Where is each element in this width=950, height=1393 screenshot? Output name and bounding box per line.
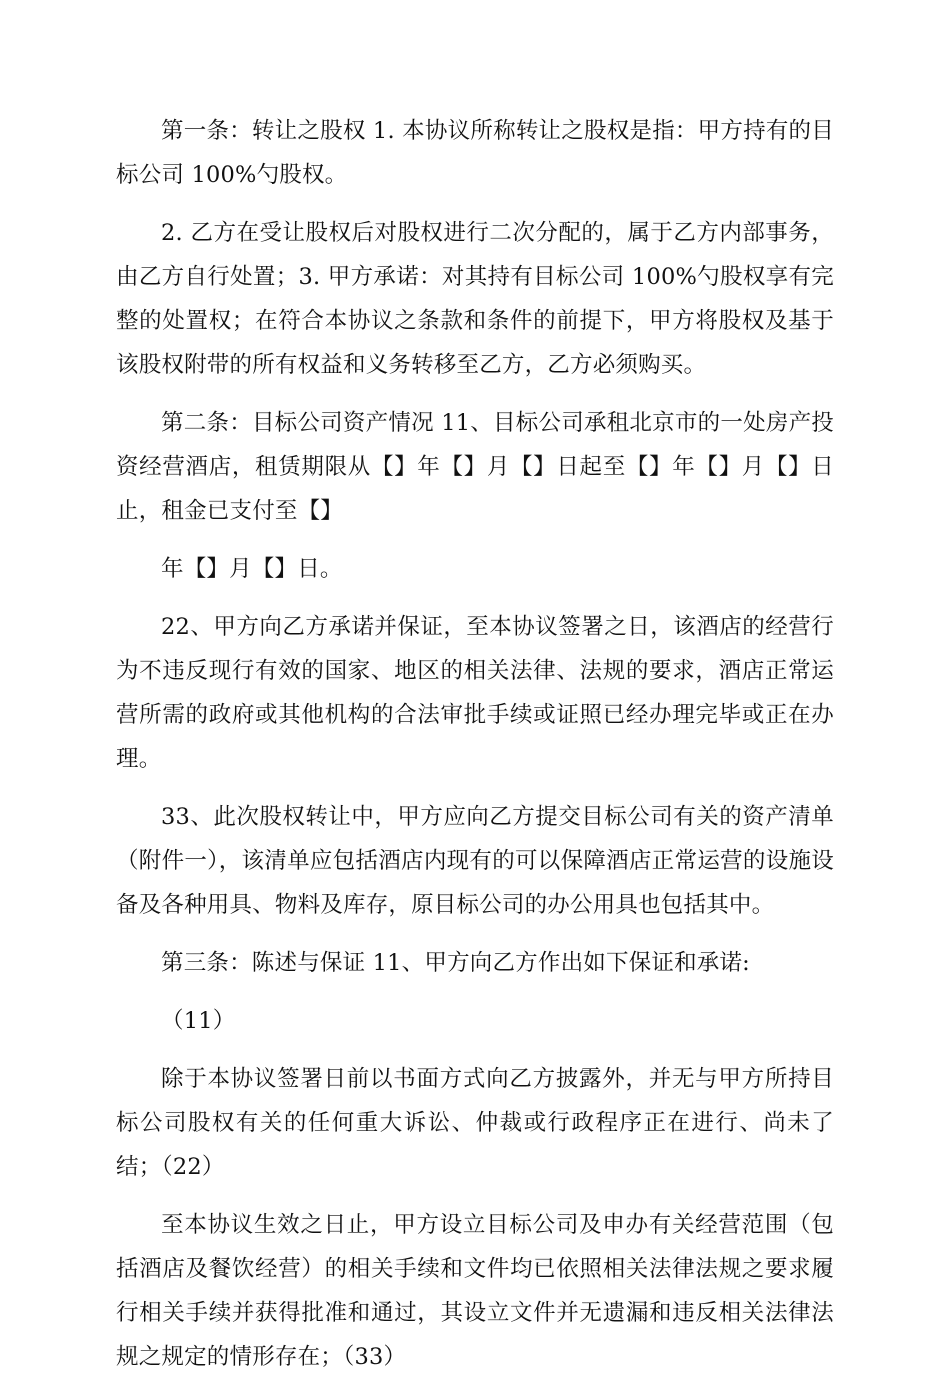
paragraph-item-22: 至本协议生效之日止，甲方设立目标公司及申办有关经营范围（包括酒店及餐饮经营）的相关手续和文件均已依照相关法律法规之要求履行相关手续并获得批准和通过，其设立文件并无遗漏和违反相关法律法规之规定的情形存在；（33）: [116, 1212, 834, 1370]
paragraph-article-3: 第三条：陈述与保证 11、甲方向乙方作出如下保证和承诺:: [161, 950, 750, 976]
paragraph-item-11: 除于本协议签署日前以书面方式向乙方披露外，并无与甲方所持目标公司股权有关的任何重大诉讼、仲裁或行政程序正在进行、尚未了结；（22）: [116, 1066, 834, 1180]
paragraph-article-1-clause-2-3: 2. 乙方在受让股权后对股权进行二次分配的，属于乙方内部事务，由乙方自行处置；3. 甲方承诺：对其持有目标公司 100%勺股权享有完整的处置权；在符合本协议之条款和条件的前提下，甲方将股权及基于该股权附带的所有权益和义务转移至乙方，乙方必须购买。: [116, 220, 834, 378]
paragraph-article-1: 第一条：转让之股权 1. 本协议所称转让之股权是指：甲方持有的目标公司 100%勺股权。: [116, 118, 834, 188]
paragraph-article-2: 第二条：目标公司资产情况 11、目标公司承租北京市的一处房产投资经营酒店，租赁期限从【】年【】月【】日起至【】年【】月【】日止，租金已支付至【】: [116, 410, 834, 524]
document-body: [116, 109, 834, 1393]
paragraph-article-2-item-22: 22、甲方向乙方承诺并保证，至本协议签署之日，该酒店的经营行为不违反现行有效的国家、地区的相关法律、法规的要求，酒店正常运营所需的政府或其他机构的合法审批手续或证照已经办理完毕或正在办理。: [116, 614, 834, 772]
paragraph-article-2-date: 年【】月【】日。: [161, 556, 343, 582]
paragraph-article-2-item-33: 33、此次股权转让中，甲方应向乙方提交目标公司有关的资产清单（附件一），该清单应包括酒店内现有的可以保障酒店正常运营的设施设备及各种用具、物料及库存，原目标公司的办公用具也包括其中。: [116, 804, 834, 918]
paragraph-item-11-marker: （11）: [161, 1008, 236, 1034]
